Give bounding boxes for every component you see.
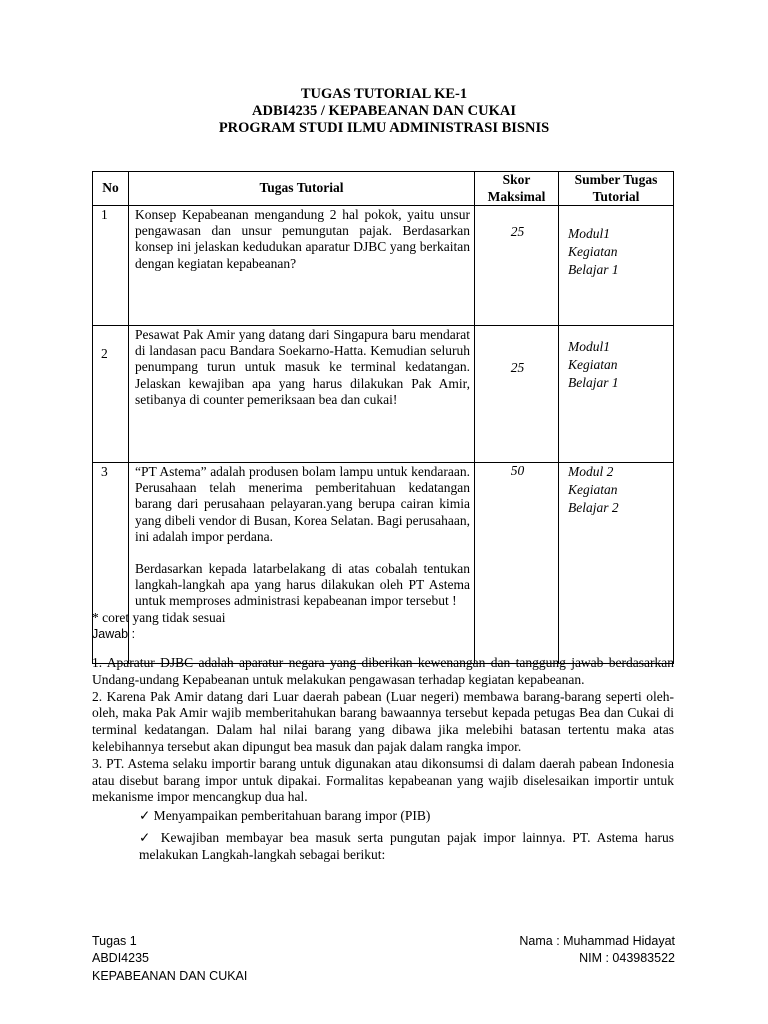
row-task xyxy=(129,206,475,326)
row-score: 50 xyxy=(475,463,559,664)
source-line: Kegiatan xyxy=(568,244,618,259)
header-score-line1: Skor xyxy=(502,172,531,188)
row-score: 25 xyxy=(475,206,559,326)
task-text: Pesawat Pak Amir yang datang dari Singapura baru mendarat di landasan pacu Bandara Soekarno-Hatta. Kemudian seluruh penumpang turun untuk masuk ke terminal kedatangan. Jelaskan kewajiban apa yang harus dilakukan Pak Amir, setibanya di counter pemeriksaan bea dan cukai! xyxy=(135,327,470,407)
header-score-line2: Maksimal xyxy=(487,188,546,204)
row-number: 2 xyxy=(93,326,129,463)
header-source xyxy=(559,172,674,206)
task-text: “PT Astema” adalah produsen bolam lampu untuk kendaraan. Perusahaan telah menerima pemberitahuan kedatangan barang dari perusahaan pelayaran.yang berupa cairan kimia yang dibeli vendor di Busan, Korea Selatan. Bagi perusahaan, ini adalah impor perdana. xyxy=(135,464,470,544)
header-title: TUGAS TUTORIAL KE-1 xyxy=(300,86,468,102)
table-row xyxy=(93,326,674,463)
checklist-item: ✓ Kewajiban membayar bea masuk serta pungutan pajak impor lainnya. PT. Astema harus melakukan Langkah-langkah sebagai berikut: xyxy=(139,829,674,863)
source-line: Kegiatan xyxy=(568,482,618,497)
header-score xyxy=(475,172,559,206)
table-row xyxy=(93,463,674,664)
row-source xyxy=(559,206,674,326)
source-line: Belajar 2 xyxy=(568,500,619,515)
table-header-row xyxy=(93,172,674,206)
footer-course-info xyxy=(92,933,247,985)
footer-assignment: Tugas 1 xyxy=(92,934,137,948)
footer-course-name: KEPABEANAN DAN CUKAI xyxy=(92,968,248,983)
footnote: * coret yang tidak sesuai xyxy=(92,610,226,625)
footer-course-code: ABDI4235 xyxy=(92,951,149,966)
answers-section xyxy=(92,655,674,864)
answer-1: 1. Aparatur DJBC adalah aparatur negara yang diberikan kewenangan dan tanggung jawab berdasarkan Undang-undang Kepabeanan untuk melakukan pengawasan terhadap kegiatan kepabeanan. xyxy=(92,655,674,687)
task-text: Berdasarkan kepada latarbelakang di atas cobalah tentukan langkah-langkah apa yang harus dilakukan oleh PT Astema untuk memproses administrasi kepabeanan impor tersebut ! xyxy=(135,561,470,609)
task-table xyxy=(92,171,674,664)
row-task xyxy=(129,463,475,664)
footer-student-info xyxy=(519,933,675,968)
answer-3: 3. PT. Astema selaku importir barang untuk digunakan atau dikonsumsi di dalam daerah pabean Indonesia atau disebut barang impor untuk dipakai. Formalitas kepabeanan yang wajib diselesaikan importir untuk mekanisme impor mencangkup dua hal. xyxy=(92,755,674,805)
task-text: Konsep Kepabeanan mengandung 2 hal pokok, yaitu unsur pengawasan dan unsur pemungutan pajak. Berdasarkan konsep ini jelaskan kedudukan aparatur DJBC yang berkaitan dengan kegiatan kepabeanan? xyxy=(135,207,470,271)
row-number: 1 xyxy=(93,206,129,326)
source-line: Modul1 xyxy=(568,226,610,241)
source-line: Belajar 1 xyxy=(568,262,619,277)
document-header xyxy=(0,86,768,137)
answer-2: 2. Karena Pak Amir datang dari Luar daerah pabean (Luar negeri) membawa barang-barang seperti oleh-oleh, maka Pak Amir wajib memberitahukan barang bawaannya tersebut kepada petugas Bea dan Cukai di terminal kedatangan. Dalam hal nilai barang yang dibawa jika melebihi batasan tertentu maka atas kelebihannya tersebut akan dipungut bea masuk dan pajak dalam rangka impor. xyxy=(92,688,674,754)
row-task xyxy=(129,326,475,463)
header-program: PROGRAM STUDI ILMU ADMINISTRASI BISNIS xyxy=(218,120,550,136)
answer-label: Jawab : xyxy=(92,627,136,641)
checklist-item: ✓ Menyampaikan pemberitahuan barang impor (PIB) xyxy=(139,808,431,824)
source-line: Modul1 xyxy=(568,339,610,354)
row-source xyxy=(559,326,674,463)
source-line: Belajar 1 xyxy=(568,375,619,390)
row-source xyxy=(559,463,674,664)
footer-student-id: NIM : 043983522 xyxy=(579,951,675,966)
row-score: 25 xyxy=(475,326,559,463)
header-task: Tugas Tutorial xyxy=(129,172,475,206)
header-source-line2: Tutorial xyxy=(592,188,640,204)
header-course: ADBI4235 / KEPABEANAN DAN CUKAI xyxy=(252,103,516,119)
header-source-line1: Sumber Tugas xyxy=(574,172,658,188)
source-line: Kegiatan xyxy=(568,357,618,372)
header-no: No xyxy=(93,172,129,206)
table-row xyxy=(93,206,674,326)
source-line: Modul 2 xyxy=(568,464,614,479)
footer-student-name: Nama : Muhammad Hidayat xyxy=(519,934,675,948)
row-number: 3 xyxy=(93,463,129,664)
